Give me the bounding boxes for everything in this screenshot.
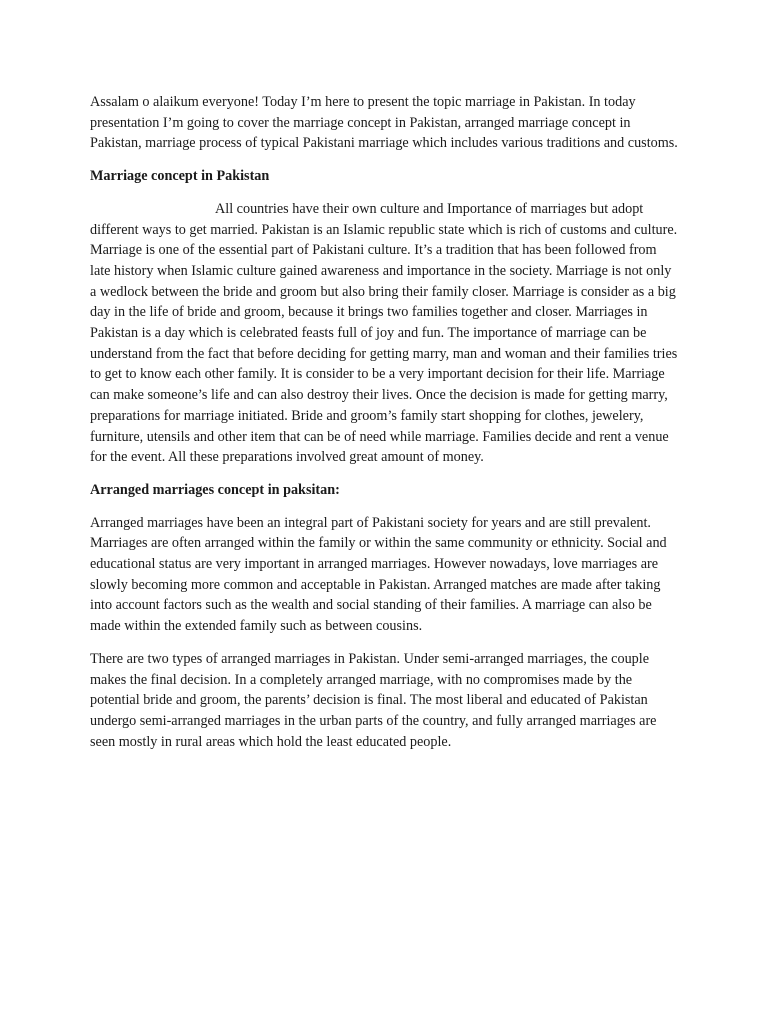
section-heading-arranged-marriages: Arranged marriages concept in paksitan: xyxy=(90,481,340,498)
arranged-marriages-paragraph-2: There are two types of arranged marriages in Pakistan. Under semi-arranged marriages, the couple makes the final decision. In a completely arranged marriage, with no compromises made by the potential bride and groom, the parents’ decision is final. The most liberal and educated of Pakistan undergo semi-arranged marriages in the urban parts of the country, and fully arranged marriages are seen mostly in rural areas which hold the least educated people. xyxy=(90,650,657,750)
arranged-marriages-paragraph-1: Arranged marriages have been an integral part of Pakistani society for years and are still prevalent. Marriages are often arranged within the family or within the same community or ethnicity. Social and educational status are very important in arranged marriages. However nowadays, love marriages are slowly becoming more common and acceptable in Pakistan. Arranged matches are made after taking into account factors such as the wealth and social standing of their families. A marriage can also be made within the extended family such as between cousins. xyxy=(90,514,667,635)
intro-paragraph: Assalam o alaikum everyone! Today I’m here to present the topic marriage in Pakistan. In today presentation I’m going to cover the marriage concept in Pakistan, arranged marriage concept in Pakistan, marriage process of typical Pakistani marriage which includes various traditions and customs. xyxy=(90,94,678,152)
section-heading-marriage-concept: Marriage concept in Pakistan xyxy=(90,168,270,185)
marriage-concept-paragraph: All countries have their own culture and Importance of marriages but adopt different ways to get married. Pakistan is an Islamic republic state which is rich of customs and culture. Marriage is one of the essential part of Pakistani culture. It’s a tradition that has been followed from late history when Islamic culture gained awareness and importance in the society. Marriage is not only a wedlock between the bride and groom but also bring their family closer. Marriage is consider as a big day in the life of bride and groom, because it brings two families together and closer. Marriages in Pakistan is a day which is celebrated feasts full of joy and fun. The importance of marriage can be understand from the fact that before deciding for getting marry, man and woman and their families tries to get to know each other family. It is consider to be a very important decision for their life. Marriage can make someone’s life and can also destroy their lives. Once the decision is made for getting marry, preparations for marriage initiated. Bride and groom’s family start shopping for clothes, jewelery, furniture, utensils and other item that can be of need while marriage. Families decide and rent a venue for the event. All these preparations involved great amount of money. xyxy=(90,200,678,466)
document-page xyxy=(90,92,680,764)
